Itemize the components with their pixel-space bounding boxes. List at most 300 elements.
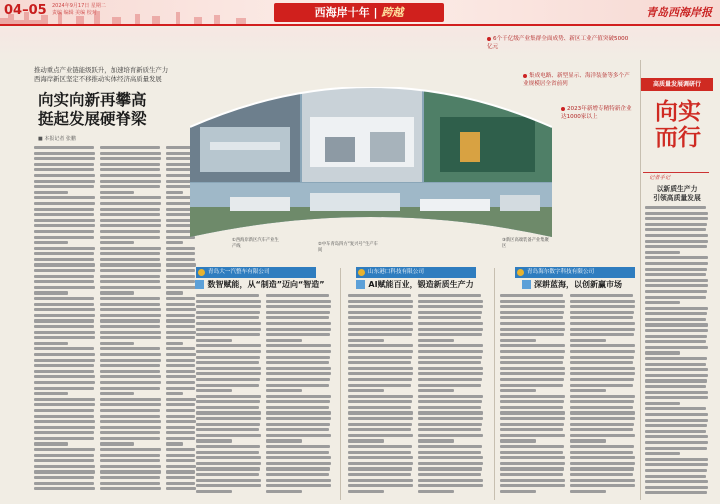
- text-line: [418, 451, 481, 454]
- text-line: [500, 467, 564, 470]
- text-line: [570, 356, 634, 359]
- text-line: [645, 245, 707, 248]
- text-line: [196, 434, 261, 437]
- company-logo-icon: [358, 269, 365, 276]
- text-line: [166, 347, 195, 350]
- text-line: [645, 329, 708, 332]
- text-line: [196, 400, 260, 403]
- text-line: [196, 467, 260, 470]
- text-line: [166, 269, 195, 272]
- text-line: [34, 420, 95, 423]
- text-line: [34, 185, 94, 188]
- company-bar-3: [515, 267, 635, 278]
- text-line: [570, 411, 635, 414]
- text-line: [418, 305, 483, 308]
- text-line: [348, 434, 413, 437]
- text-line: [100, 174, 161, 177]
- text-line: [266, 451, 329, 454]
- text-line: [500, 451, 563, 454]
- text-line: [196, 361, 259, 364]
- text-line: [570, 350, 635, 353]
- highlight-item: [487, 35, 632, 51]
- text-line: [500, 372, 565, 375]
- text-line: [100, 375, 161, 378]
- column-subtitle-line-1: 以新质生产力: [656, 185, 698, 193]
- text-line: [266, 445, 330, 448]
- text-line: [645, 391, 708, 394]
- text-line: [645, 284, 708, 287]
- text-line: [645, 486, 708, 489]
- article-kicker: [34, 66, 168, 84]
- text-line: [570, 451, 633, 454]
- text-line: [166, 258, 195, 261]
- text-line: [266, 339, 302, 342]
- text-line: [266, 300, 331, 303]
- text-line: [100, 336, 161, 339]
- text-line: [348, 384, 411, 387]
- text-line: [500, 350, 565, 353]
- text-line: [645, 441, 708, 444]
- text-line: [100, 314, 161, 317]
- text-line: [266, 456, 331, 459]
- text-line: [100, 398, 161, 401]
- text-line: [266, 417, 331, 420]
- highlight-item: [561, 105, 632, 121]
- text-line: [34, 269, 95, 272]
- text-line: [645, 351, 680, 354]
- text-line: [166, 370, 195, 373]
- text-line: [645, 217, 708, 220]
- text-line: [34, 415, 94, 418]
- company-bar-1: [196, 267, 316, 278]
- text-line: [348, 467, 412, 470]
- text-line: [645, 234, 708, 237]
- section-title-3: [502, 279, 642, 290]
- text-line: [500, 484, 565, 487]
- text-line: [266, 389, 302, 392]
- text-line: [645, 458, 708, 461]
- text-line: [34, 454, 94, 457]
- text-line: [196, 356, 260, 359]
- text-line: [348, 462, 413, 465]
- section-heading: 数智赋能，从“制造”迈向“智造”: [207, 280, 325, 289]
- text-line: [570, 423, 634, 426]
- column-subtitle-line-2: 引领高质量发展: [653, 194, 701, 202]
- text-line: [196, 428, 259, 431]
- text-line: [100, 415, 160, 418]
- square-icon: [356, 280, 365, 289]
- text-line: [570, 484, 635, 487]
- text-line: [500, 328, 565, 331]
- text-line: [196, 411, 261, 414]
- photo-caption-mid: ②中车青岛四方“复兴号”生产车间: [318, 242, 378, 253]
- issue-date: [52, 3, 106, 17]
- text-line: [34, 342, 68, 345]
- text-line: [645, 452, 680, 455]
- text-line: [645, 279, 708, 282]
- text-line: [500, 339, 536, 342]
- text-line: [348, 428, 411, 431]
- text-line: [196, 445, 260, 448]
- text-line: [348, 439, 384, 442]
- text-line: [348, 411, 413, 414]
- text-line: [348, 395, 413, 398]
- bullet-icon: [523, 74, 527, 78]
- text-line: [166, 275, 195, 278]
- text-line: [100, 230, 160, 233]
- text-line: [166, 191, 183, 194]
- text-line: [34, 191, 68, 194]
- text-line: [418, 462, 483, 465]
- text-line: [570, 372, 635, 375]
- text-line: [418, 344, 483, 347]
- text-line: [34, 409, 94, 412]
- text-line: [266, 361, 329, 364]
- text-line: [196, 300, 261, 303]
- text-line: [34, 174, 95, 177]
- text-line: [418, 484, 483, 487]
- text-line: [166, 420, 196, 423]
- text-line: [500, 395, 565, 398]
- text-line: [570, 428, 633, 431]
- text-line: [645, 396, 708, 399]
- text-line: [100, 213, 160, 216]
- text-line: [196, 328, 261, 331]
- text-line: [645, 212, 708, 215]
- text-line: [418, 411, 483, 414]
- text-line: [500, 316, 563, 319]
- company-name: 青岛海尔数字科技有限公司: [527, 269, 595, 275]
- text-line: [166, 470, 195, 473]
- kicker-line-2: 西海岸新区坚定不移推动实体经济高质量发展: [34, 75, 162, 83]
- text-line: [100, 353, 161, 356]
- square-icon: [522, 280, 531, 289]
- text-line: [645, 273, 706, 276]
- text-line: [645, 256, 708, 259]
- text-line: [266, 367, 331, 370]
- text-line: [645, 402, 680, 405]
- text-line: [196, 395, 261, 398]
- text-line: [570, 361, 633, 364]
- text-line: [166, 263, 196, 266]
- text-line: [34, 252, 94, 255]
- text-line: [418, 378, 482, 381]
- text-line: [34, 157, 95, 160]
- column-rule: [340, 268, 341, 500]
- text-line: [418, 423, 482, 426]
- text-line: [418, 389, 454, 392]
- section-heading: AI赋能百业，锻造新质生产力: [368, 280, 474, 289]
- highlight-text: 集成电路、新型显示、海洋装备等多个产业规模居全省前列: [523, 73, 630, 87]
- text-line: [34, 303, 94, 306]
- text-line: [34, 398, 95, 401]
- text-line: [196, 384, 259, 387]
- text-line: [34, 437, 94, 440]
- bullet-icon: [487, 37, 491, 41]
- text-line: [418, 333, 482, 336]
- text-line: [166, 252, 195, 255]
- page-header: [0, 0, 720, 26]
- text-line: [500, 428, 563, 431]
- text-line: [418, 294, 481, 297]
- text-line: [500, 417, 565, 420]
- text-line: [348, 423, 412, 426]
- text-line: [166, 465, 196, 468]
- text-line: [100, 442, 134, 445]
- text-line: [266, 490, 302, 493]
- text-line: [166, 403, 195, 406]
- text-line: [196, 451, 259, 454]
- text-line: [196, 484, 261, 487]
- text-line: [570, 479, 635, 482]
- text-line: [348, 339, 384, 342]
- text-line: [34, 476, 94, 479]
- text-line: [266, 484, 331, 487]
- text-line: [418, 428, 481, 431]
- text-line: [500, 490, 536, 493]
- text-line: [34, 431, 94, 434]
- text-line: [34, 359, 95, 362]
- text-line: [418, 434, 483, 437]
- text-line: [196, 339, 232, 342]
- text-line: [266, 316, 329, 319]
- kicker-line-1: 推动重点产业链能级跃升，加速培育新质生产力: [34, 66, 169, 74]
- text-line: [645, 357, 707, 360]
- text-line: [418, 490, 454, 493]
- text-line: [570, 445, 634, 448]
- text-line: [266, 350, 331, 353]
- text-line: [34, 426, 95, 429]
- text-line: [34, 280, 94, 283]
- text-line: [645, 301, 680, 304]
- text-line: [348, 294, 411, 297]
- text-line: [348, 389, 384, 392]
- text-line: [266, 294, 329, 297]
- text-line: [196, 367, 261, 370]
- text-line: [100, 381, 161, 384]
- text-line: [34, 196, 95, 199]
- text-line: [348, 350, 413, 353]
- text-line: [34, 482, 94, 485]
- text-line: [100, 387, 160, 390]
- text-line: [196, 389, 232, 392]
- text-line: [418, 372, 483, 375]
- text-line: [645, 228, 706, 231]
- text-line: [418, 406, 481, 409]
- text-line: [100, 426, 161, 429]
- text-line: [645, 335, 707, 338]
- text-line: [100, 476, 160, 479]
- text-line: [100, 275, 160, 278]
- text-line: [100, 454, 160, 457]
- text-line: [348, 367, 413, 370]
- text-line: [645, 296, 706, 299]
- text-line: [34, 180, 95, 183]
- text-line: [166, 319, 195, 322]
- text-line: [570, 305, 635, 308]
- text-line: [34, 487, 95, 490]
- text-line: [100, 263, 161, 266]
- section-2-text-a: [348, 294, 414, 495]
- text-line: [348, 300, 413, 303]
- text-line: [570, 333, 634, 336]
- text-line: [570, 316, 633, 319]
- bullet-icon: [561, 107, 565, 111]
- text-line: [34, 381, 95, 384]
- body-text-column-1: [34, 146, 96, 493]
- text-line: [166, 353, 196, 356]
- text-line: [266, 372, 331, 375]
- text-line: [166, 409, 195, 412]
- square-icon: [195, 280, 204, 289]
- text-line: [570, 389, 606, 392]
- text-line: [418, 356, 482, 359]
- text-line: [645, 491, 707, 494]
- text-line: [34, 325, 94, 328]
- text-line: [34, 247, 95, 250]
- text-line: [348, 311, 412, 314]
- editor-line: 责编 编辑 美编 校对: [52, 10, 97, 16]
- text-line: [500, 411, 565, 414]
- text-line: [100, 342, 134, 345]
- text-line: [166, 442, 183, 445]
- text-line: [34, 152, 95, 155]
- text-line: [570, 378, 634, 381]
- text-line: [100, 196, 161, 199]
- text-line: [196, 417, 261, 420]
- text-line: [418, 467, 482, 470]
- text-line: [34, 146, 94, 149]
- text-line: [266, 356, 330, 359]
- text-line: [570, 322, 635, 325]
- text-line: [500, 333, 564, 336]
- text-line: [166, 291, 183, 294]
- newspaper-brand: 青岛西海岸报: [646, 6, 712, 19]
- text-line: [500, 367, 565, 370]
- text-line: [348, 372, 413, 375]
- text-line: [418, 361, 481, 364]
- text-line: [645, 240, 708, 243]
- text-line: [100, 202, 161, 205]
- text-line: [266, 378, 330, 381]
- text-line: [166, 387, 195, 390]
- text-line: [100, 247, 161, 250]
- text-line: [100, 487, 161, 490]
- text-line: [500, 445, 564, 448]
- text-line: [34, 375, 95, 378]
- text-line: [348, 400, 412, 403]
- text-line: [645, 463, 708, 466]
- text-line: [418, 400, 482, 403]
- text-line: [645, 469, 707, 472]
- text-line: [34, 370, 94, 373]
- text-line: [348, 328, 413, 331]
- text-line: [500, 456, 565, 459]
- text-line: [166, 336, 195, 339]
- column-subtitle: [645, 185, 709, 203]
- article-headline: [38, 91, 147, 129]
- text-line: [500, 305, 565, 308]
- date-line: 2024年9月17日 星期二: [52, 3, 106, 9]
- text-line: [645, 318, 706, 321]
- text-line: [166, 314, 195, 317]
- text-line: [196, 378, 260, 381]
- section-1-text-a: [196, 294, 262, 495]
- section-2-text-b: [418, 294, 484, 495]
- text-line: [570, 300, 635, 303]
- text-line: [645, 475, 706, 478]
- text-line: [166, 325, 195, 328]
- text-line: [100, 359, 161, 362]
- text-line: [166, 454, 195, 457]
- text-line: [166, 437, 195, 440]
- text-line: [100, 420, 161, 423]
- text-line: [166, 415, 195, 418]
- text-line: [166, 482, 195, 485]
- text-line: [166, 359, 195, 362]
- text-line: [645, 435, 708, 438]
- text-line: [34, 364, 94, 367]
- text-line: [100, 185, 160, 188]
- text-line: [34, 297, 94, 300]
- text-line: [570, 400, 634, 403]
- headline-line-2: 挺起发展硬脊梁: [38, 110, 147, 128]
- text-line: [166, 487, 196, 490]
- text-line: [196, 456, 261, 459]
- company-logo-icon: [517, 269, 524, 276]
- text-line: [100, 191, 134, 194]
- text-line: [34, 236, 94, 239]
- text-line: [570, 473, 633, 476]
- text-line: [266, 462, 331, 465]
- text-line: [266, 311, 330, 314]
- text-line: [100, 392, 134, 395]
- text-line: [645, 379, 707, 382]
- text-line: [34, 448, 95, 451]
- text-line: [645, 251, 680, 254]
- text-line: [166, 364, 195, 367]
- text-line: [100, 319, 160, 322]
- text-line: [100, 482, 160, 485]
- highlight-item: [523, 72, 632, 88]
- text-line: [166, 398, 196, 401]
- text-line: [266, 384, 329, 387]
- text-line: [418, 311, 482, 314]
- text-line: [166, 448, 195, 451]
- text-line: [266, 479, 331, 482]
- text-line: [100, 409, 160, 412]
- text-line: [196, 294, 259, 297]
- text-line: [348, 484, 413, 487]
- text-line: [166, 331, 196, 334]
- text-line: [500, 378, 564, 381]
- text-line: [34, 202, 95, 205]
- body-text-column-2: [100, 146, 162, 493]
- text-line: [196, 322, 261, 325]
- text-line: [34, 291, 68, 294]
- text-line: [100, 280, 160, 283]
- text-line: [266, 411, 331, 414]
- text-line: [166, 297, 195, 300]
- text-line: [645, 268, 707, 271]
- text-line: [100, 297, 160, 300]
- text-line: [266, 467, 330, 470]
- section-title-text: 西海岸十年: [314, 6, 370, 19]
- text-line: [100, 219, 161, 222]
- text-line: [100, 325, 160, 328]
- text-line: [418, 384, 481, 387]
- text-line: [348, 333, 412, 336]
